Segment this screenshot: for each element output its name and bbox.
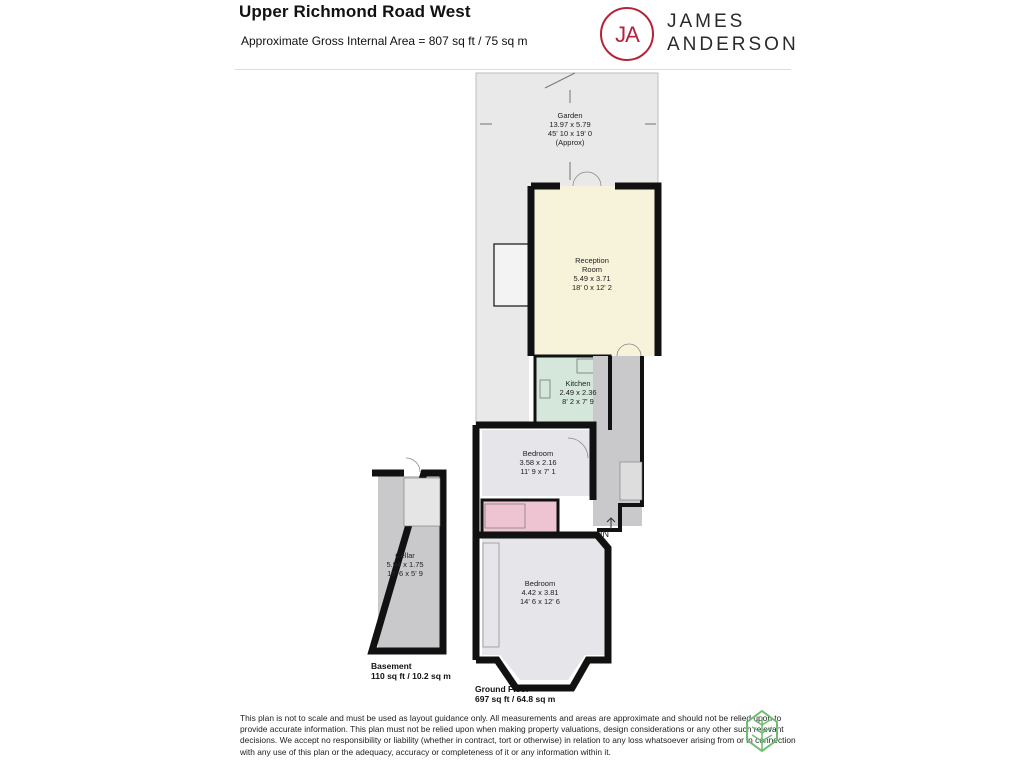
basement-name: Basement <box>371 661 412 671</box>
cellar-imperial: 19' 6 x 5' 9 <box>387 569 423 578</box>
bedroom-large-name: Bedroom <box>524 579 556 588</box>
leaf-icon <box>744 709 780 753</box>
bay-window <box>494 244 530 306</box>
plan-title: Upper Richmond Road West <box>239 2 471 21</box>
brand-line-1: JAMES <box>667 11 746 32</box>
garden-metric: 13.97 x 5.79 <box>549 120 591 129</box>
reception-metric: 5.49 x 3.71 <box>573 274 611 283</box>
bedroom-small-imperial: 11' 9 x 7' 1 <box>520 467 556 476</box>
cellar-metric: 5.94 x 1.75 <box>386 560 424 569</box>
ground-floor-area: 697 sq ft / 64.8 sq m <box>475 694 556 704</box>
garden-note: (Approx) <box>555 138 585 147</box>
bedroom-small-name: Bedroom <box>522 449 554 458</box>
disclaimer-text: This plan is not to scale and must be used as layout guidance only. All measurements and areas are approximate and should not be relied upon to provide accurate information. This plan must not be relied upon when making property valuations, design considerations or any other such relevant decisions. We accept no responsibility or liability (whether in contract, tort or otherwise) in relation to any loss whatsoever arising from or in connection with any use of this plan or the adequacy, accuracy or completeness of it or any information within it. <box>240 713 796 757</box>
bedroom-large-label <box>510 579 570 606</box>
reception-imperial: 18' 0 x 12' 2 <box>572 283 612 292</box>
cellar-stairs <box>404 478 440 526</box>
kitchen-metric: 2.49 x 2.36 <box>559 388 597 397</box>
bedroom-small-metric: 3.58 x 2.16 <box>519 458 557 467</box>
kitchen-label <box>553 379 603 406</box>
cellar-door <box>406 458 420 472</box>
gross-area: Approximate Gross Internal Area = 807 sq ft / 75 sq m <box>241 34 528 48</box>
ground-floor-name: Ground Floor <box>475 684 530 694</box>
bedroom-large-imperial: 14' 6 x 12' 6 <box>520 597 560 606</box>
reception-name-1: Reception <box>575 256 609 265</box>
brand-line-2: ANDERSON <box>667 34 799 55</box>
bathroom <box>482 500 558 534</box>
reception-label <box>562 256 622 292</box>
kitchen-imperial: 8' 2 x 7' 9 <box>562 397 594 406</box>
basement-label <box>371 661 451 681</box>
hall-stairs <box>620 462 642 500</box>
garden-label <box>540 111 600 147</box>
kitchen-name: Kitchen <box>565 379 591 388</box>
entrance-label: IN <box>600 529 609 539</box>
cellar-name: Cellar <box>395 551 415 560</box>
garden-name: Garden <box>557 111 583 120</box>
garden-imperial: 45' 10 x 19' 0 <box>547 129 593 138</box>
cellar-label <box>380 551 430 578</box>
ground-floor-label <box>475 684 555 704</box>
logo-monogram: JA <box>615 22 639 47</box>
basement-area: 110 sq ft / 10.2 sq m <box>371 671 451 681</box>
bedroom-large-metric: 4.42 x 3.81 <box>521 588 559 597</box>
bedroom-small-label <box>508 449 568 476</box>
reception-name-2: Room <box>581 265 602 274</box>
